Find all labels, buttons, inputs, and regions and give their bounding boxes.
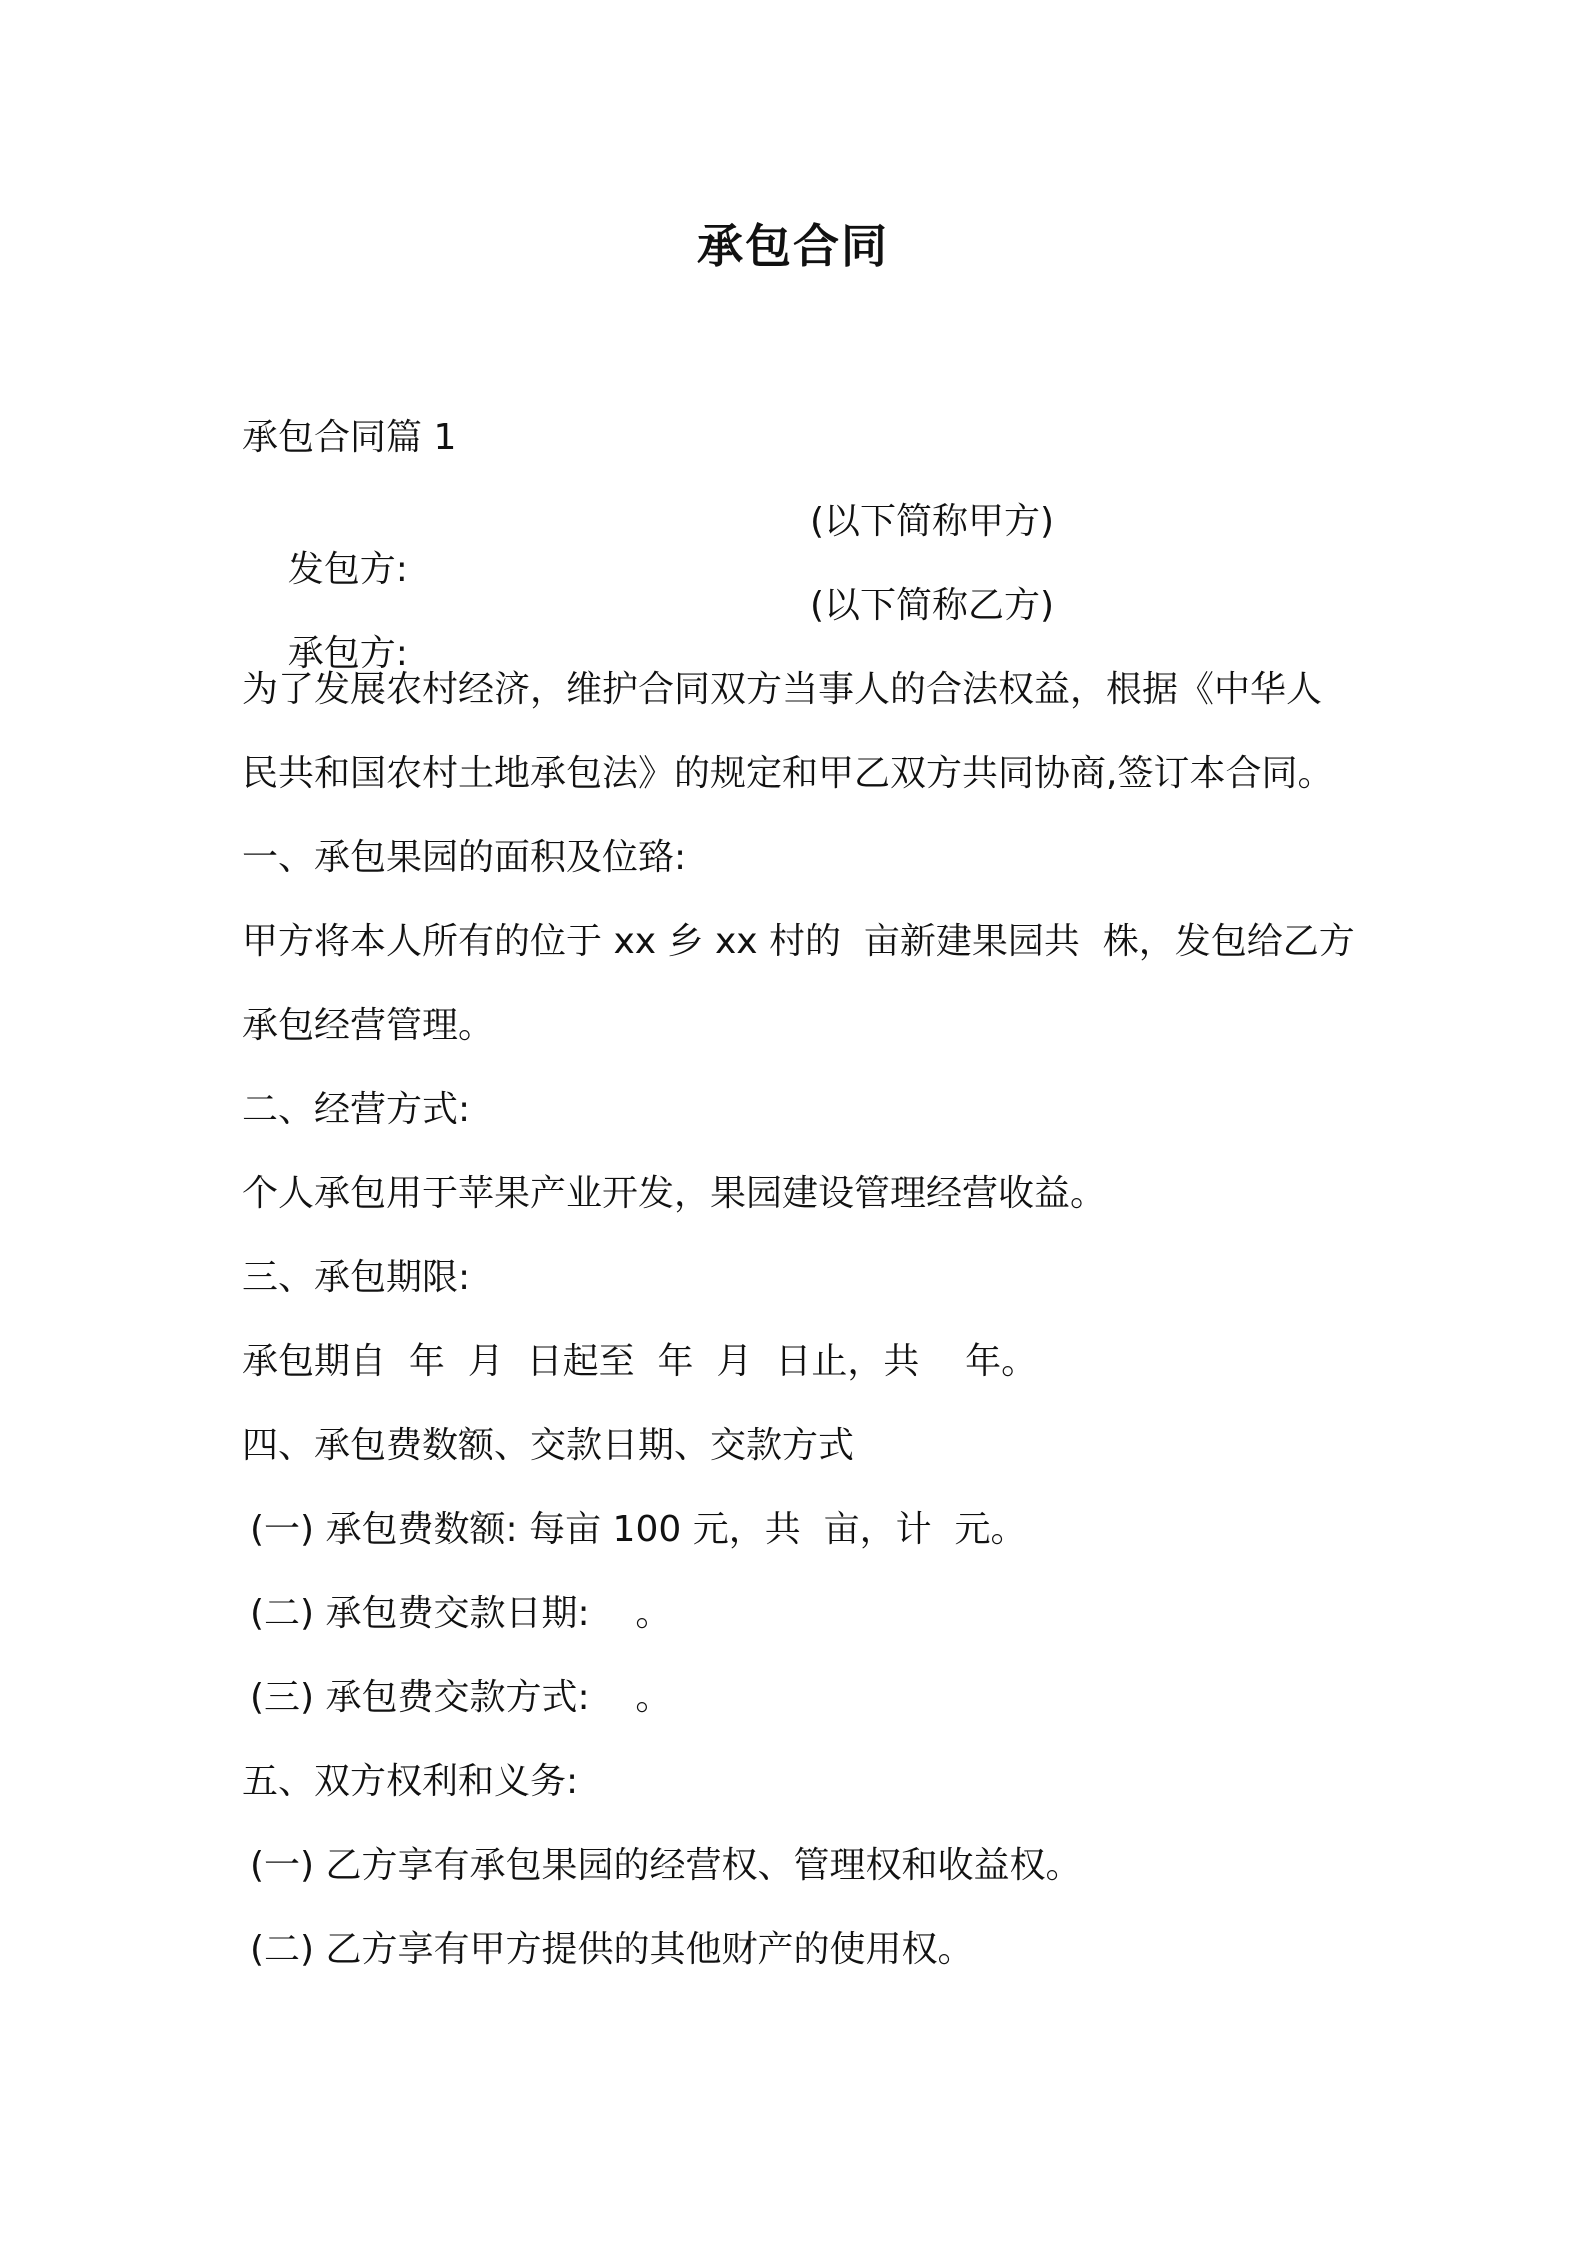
party-a-note: (以下简称甲方) (810, 501, 1055, 542)
intro-line-2: 民共和国农村土地承包法》的规定和甲乙双方共同协商,签订本合同。 (242, 753, 1334, 794)
clause-1-line-2: 承包经营管理。 (242, 1005, 495, 1046)
clause-4-heading: 四、承包费数额、交款日期、交款方式 (242, 1425, 855, 1466)
party-b-note: (以下简称乙方) (810, 585, 1055, 626)
clause-4-item-2: (二) 承包费交款日期: 。 (250, 1593, 672, 1634)
clause-5-item-2: (二) 乙方享有甲方提供的其他财产的使用权。 (250, 1929, 974, 1970)
intro-line-1: 为了发展农村经济，维护合同双方当事人的合法权益，根据《中华人 (242, 669, 1323, 710)
clause-4-item-1: (一) 承包费数额: 每亩 100 元，共 亩，计 元。 (250, 1509, 1027, 1550)
section-heading: 承包合同篇 1 (242, 417, 457, 458)
clause-3-heading: 三、承包期限: (242, 1257, 471, 1298)
party-b-label: 承包方: (287, 633, 408, 674)
clause-2-heading: 二、经营方式: (242, 1089, 471, 1130)
party-a-label: 发包方: (287, 549, 408, 590)
clause-4-item-3: (三) 承包费交款方式: 。 (250, 1677, 672, 1718)
clause-5-item-1: (一) 乙方享有承包果园的经营权、管理权和收益权。 (250, 1845, 1082, 1886)
clause-2-text: 个人承包用于苹果产业开发，果园建设管理经营收益。 (242, 1173, 1107, 1214)
clause-1-line-1: 甲方将本人所有的位于 xx 乡 xx 村的 亩新建果园共 株，发包给乙方 (242, 921, 1355, 962)
document-title: 承包合同 (697, 219, 889, 273)
clause-3-text: 承包期自 年 月 日起至 年 月 日止，共 年。 (242, 1341, 1038, 1382)
clause-5-heading: 五、双方权利和义务: (242, 1761, 579, 1802)
clause-1-heading: 一、承包果园的面积及位臵: (242, 837, 687, 878)
